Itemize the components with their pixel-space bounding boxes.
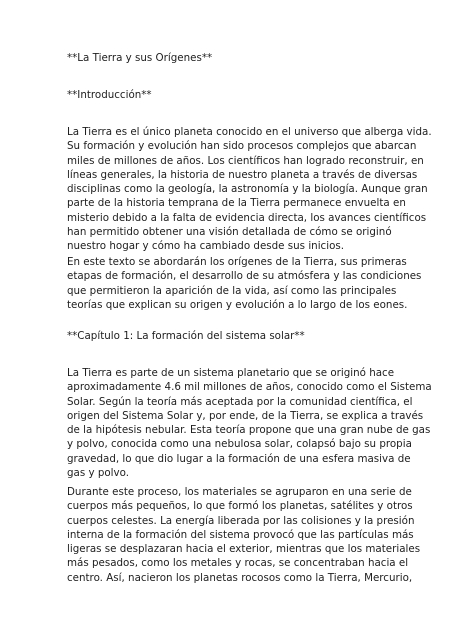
text-line: La Tierra es el único planeta conocido en el universo que alberga vida. xyxy=(67,126,432,138)
text-line: de la hipótesis nebular. Esta teoría propone que una gran nube de gas xyxy=(67,424,431,437)
text-line: Solar. Según la teoría más aceptada por la comunidad científica, el xyxy=(67,395,413,408)
text-line: **La Tierra y sus Orígenes** xyxy=(67,52,213,64)
text-line: La Tierra es parte de un sistema planetario que se originó hace xyxy=(67,367,395,379)
text-line: aproximadamente 4.6 mil millones de años, conocido como el Sistema xyxy=(67,381,432,394)
text-line: centro. Así, nacieron los planetas rocosos como la Tierra, Mercurio, xyxy=(67,571,413,584)
document-title xyxy=(67,51,417,65)
text-line: misterio debido a la falta de evidencia directa, los avances científicos xyxy=(67,211,427,224)
chapter-1-heading xyxy=(67,329,417,343)
paragraph-intro xyxy=(67,125,432,254)
text-line: gas y polvo. xyxy=(67,467,130,480)
text-line: etapas de formación, el desarrollo de su atmósfera y las condiciones xyxy=(67,270,422,283)
text-line: han permitido obtener una visión detallada de cómo se originó xyxy=(67,226,392,239)
text-line: En este texto se abordarán los orígenes de la Tierra, sus primeras xyxy=(67,256,407,268)
text-line: líneas generales, la historia de nuestro planeta a través de diversas xyxy=(67,168,418,181)
text-line: parte de la historia temprana de la Tierra permanece envuelta en xyxy=(67,197,406,210)
paragraph-solar-system xyxy=(67,366,432,480)
text-line: más pesados, como los metales y rocas, se concentraban hacia el xyxy=(67,557,409,570)
text-line: y polvo, conocida como una nebulosa solar, colapsó bajo su propia xyxy=(67,438,412,451)
text-line: interna de la formación del sistema provocó que las partículas más xyxy=(67,528,414,541)
text-line: **Capítulo 1: La formación del sistema solar** xyxy=(67,330,305,342)
text-line: gravedad, lo que dio lugar a la formación de una esfera masiva de xyxy=(67,452,411,465)
text-line: cuerpos más pequeños, lo que formó los planetas, satélites y otros xyxy=(67,500,413,513)
text-line: origen del Sistema Solar y, por ende, de la Tierra, se explica a través xyxy=(67,409,424,422)
text-line: Durante este proceso, los materiales se agruparon en una serie de xyxy=(67,486,412,498)
text-line: ligeras se desplazaran hacia el exterior, mientras que los materiales xyxy=(67,543,421,556)
text-line: teorías que explican su origen y evolución a lo largo de los eones. xyxy=(67,298,408,311)
text-line: nuestro hogar y cómo ha cambiado desde sus inicios. xyxy=(67,240,345,253)
intro-heading xyxy=(67,88,417,102)
text-line: disciplinas como la geología, la astronomía y la biología. Aunque gran xyxy=(67,183,428,196)
text-line: cuerpos celestes. La energía liberada por las colisiones y la presión xyxy=(67,514,415,527)
paragraph-scope xyxy=(67,255,422,312)
paragraph-formation-process xyxy=(67,485,421,585)
text-line: **Introducción** xyxy=(67,89,152,101)
text-line: miles de millones de años. Los científicos han logrado reconstruir, en xyxy=(67,154,424,167)
text-line: que permitieron la aparición de la vida, así como las principales xyxy=(67,284,397,297)
text-line: Su formación y evolución han sido procesos complejos que abarcan xyxy=(67,140,417,153)
